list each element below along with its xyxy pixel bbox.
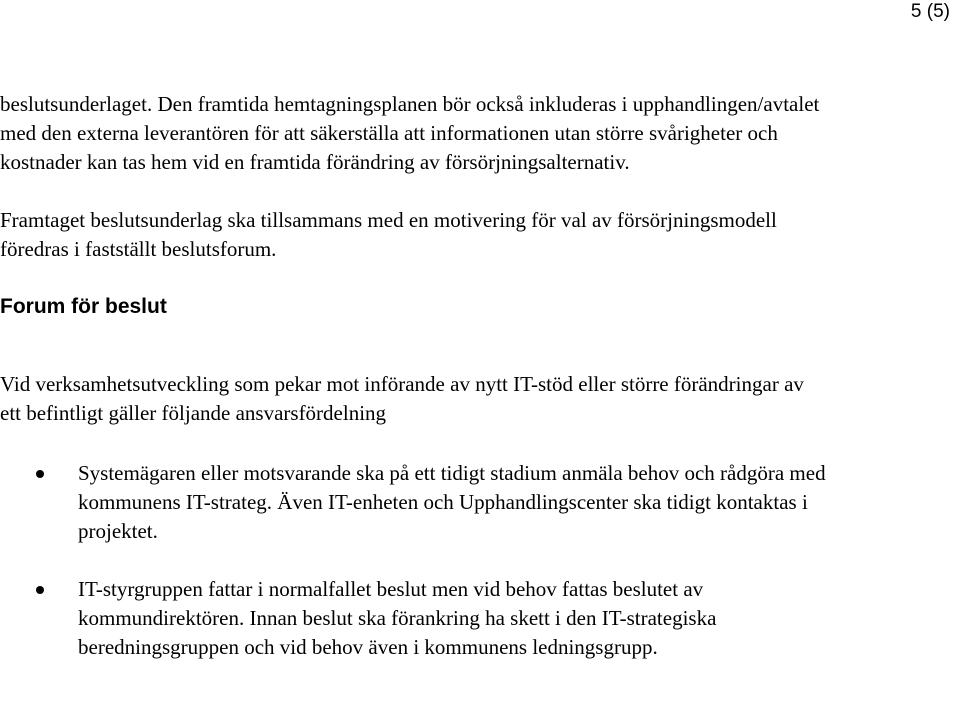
paragraph-beslutsunderlag: Framtaget beslutsunderlag ska tillsammans med en motivering för val av försörjningsmodell föredras i fastställt beslutsforum. — [0, 208, 777, 261]
section-heading: Forum för beslut — [0, 295, 167, 318]
page-number: 5 (5) — [910, 1, 950, 22]
bullet-icon — [36, 586, 44, 594]
list-item-text: Systemägaren eller motsvarande ska på ett tidigt stadium anmäla behov och rådgöra med kommunens IT-strateg. Även IT-enheten och Upphandlingscenter ska tidigt kontaktas i projektet. — [78, 461, 826, 543]
responsibility-list — [0, 459, 950, 662]
paragraph-ansvarsfordelning: Vid verksamhetsutveckling som pekar mot införande av nytt IT-stöd eller större förändringar av ett befintligt gäller följande ansvarsfördelning — [0, 372, 804, 425]
document-body — [0, 90, 950, 662]
bullet-icon — [36, 470, 44, 478]
list-item-text: IT-styrgruppen fattar i normalfallet beslut men vid behov fattas beslutet av kommundirektören. Innan beslut ska förankring ha skett i den IT-strategiska beredningsgruppen och vid behov även i kommunens ledningsgrupp. — [78, 577, 717, 659]
list-item — [0, 575, 868, 662]
paragraph-hemtagningsplan: beslutsunderlaget. Den framtida hemtagningsplanen bör också inkluderas i upphandlingen/avtalet med den externa leverantören för att säkerställa att informationen utan större svårigheter och kostnader kan tas hem vid en framtida förändring av försörjningsalternativ. — [0, 92, 820, 174]
list-item — [0, 459, 868, 546]
